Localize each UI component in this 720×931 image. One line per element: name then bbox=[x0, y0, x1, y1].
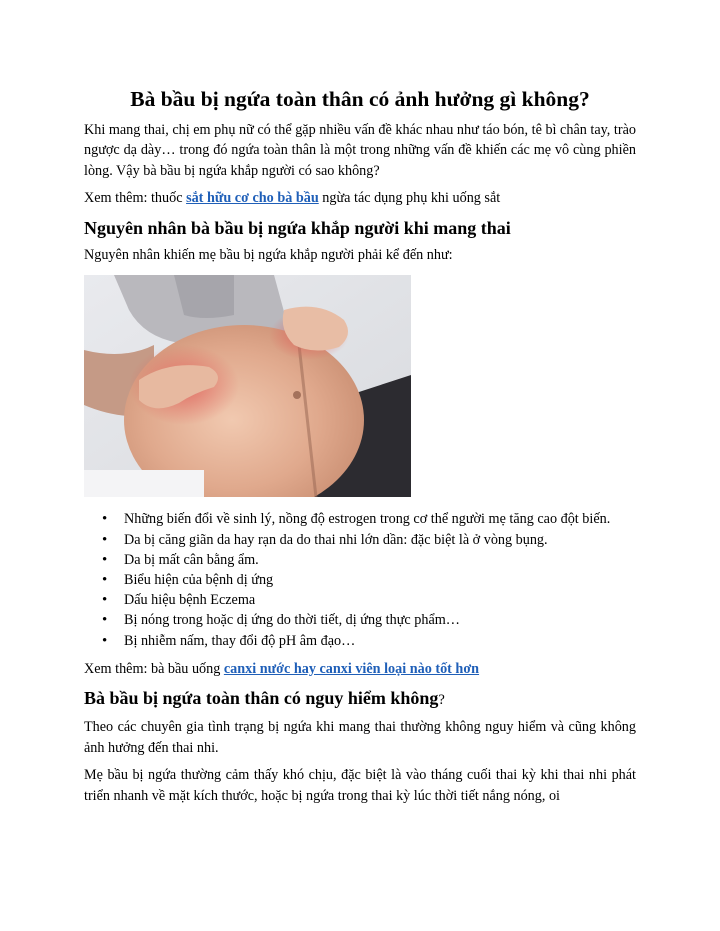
section-heading-danger-text: Bà bầu bị ngứa toàn thân có nguy hiểm không bbox=[84, 688, 439, 709]
list-item: • Dấu hiệu bệnh Eczema bbox=[84, 590, 636, 610]
see-more-1-suffix: ngừa tác dụng phụ khi uống sắt bbox=[318, 190, 501, 207]
pregnant-belly-photo bbox=[84, 275, 411, 497]
section-heading-causes: Nguyên nhân bà bầu bị ngứa khắp người khi mang thai bbox=[84, 217, 511, 238]
list-item: • Biểu hiện của bệnh dị ứng bbox=[84, 570, 636, 590]
link-iron-supplement[interactable]: sắt hữu cơ cho bà bầu bbox=[186, 190, 319, 207]
list-item: • Da bị mất cân bằng ẩm. bbox=[84, 550, 636, 570]
danger-paragraph-2: Mẹ bầu bị ngứa thường cảm thấy khó chịu, đặc biệt là vào tháng cuối thai kỳ khi thai nhi phát triển nhanh về mặt kích thước, hoặc bị ngứa trong thai kỳ lúc thời tiết nắng nóng, oi bbox=[84, 767, 636, 804]
see-more-line-2 bbox=[84, 659, 636, 680]
see-more-line-1 bbox=[84, 188, 636, 209]
danger-paragraph-1: Theo các chuyên gia tình trạng bị ngứa khi mang thai thường không nguy hiểm và cũng không ảnh hưởng đến thai nhi. bbox=[84, 719, 636, 756]
section-heading-danger-mark: ? bbox=[438, 692, 445, 709]
list-item: • Những biến đổi về sinh lý, nồng độ estrogen trong cơ thể người mẹ tăng cao đột biến. bbox=[84, 509, 636, 529]
causes-lead: Nguyên nhân khiến mẹ bầu bị ngứa khắp người phải kể đến như: bbox=[84, 246, 453, 263]
link-calcium-comparison[interactable]: canxi nước hay canxi viên loại nào tốt hơn bbox=[223, 660, 480, 677]
causes-list bbox=[84, 509, 636, 650]
section-heading-danger bbox=[84, 687, 636, 711]
intro-paragraph: Khi mang thai, chị em phụ nữ có thể gặp nhiều vấn đề khác nhau như táo bón, tê bì chân tay, trào ngược dạ dày… trong đó ngứa toàn thân là một trong những vấn đề khiến các mẹ vô cùng phiền lòng. Vậy bà bầu bị ngứa khắp người có sao không? bbox=[84, 121, 636, 179]
article-title: Bà bầu bị ngứa toàn thân có ảnh hưởng gì không? bbox=[130, 87, 590, 111]
list-item: • Bị nóng trong hoặc dị ứng do thời tiết, dị ứng thực phẩm… bbox=[84, 610, 636, 630]
see-more-1-prefix: Xem thêm: thuốc bbox=[84, 190, 187, 207]
see-more-2-prefix: Xem thêm: bà bầu uống bbox=[84, 660, 224, 677]
article-body bbox=[84, 86, 636, 806]
list-item: • Bị nhiễm nấm, thay đổi độ pH âm đạo… bbox=[84, 631, 636, 651]
list-item: • Da bị căng giãn da hay rạn da do thai nhi lớn dần: đặc biệt là ở vòng bụng. bbox=[84, 530, 636, 550]
